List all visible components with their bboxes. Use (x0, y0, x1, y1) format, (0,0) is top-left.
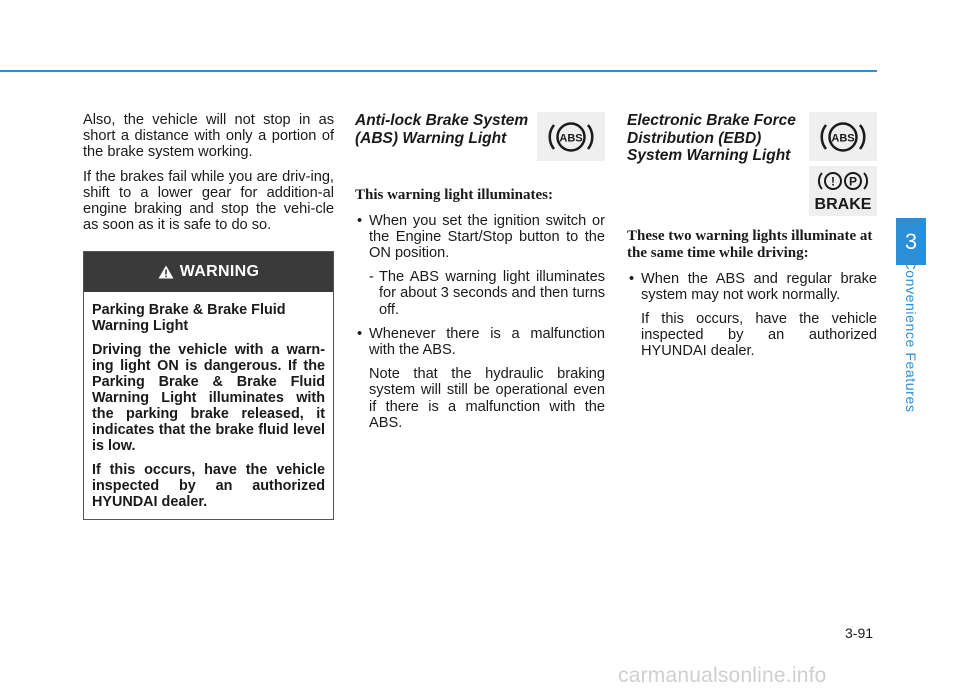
svg-text:BRAKE: BRAKE (814, 196, 872, 213)
page-number: 3-91 (845, 625, 874, 641)
ebd-heading-line3: System Warning Light (627, 147, 791, 164)
svg-text:ABS: ABS (559, 132, 583, 144)
warning-paragraph-dealer: If this occurs, have the vehicle inspected by an authorized HYUNDAI dealer. (92, 462, 325, 511)
dash-mark: - (369, 269, 374, 286)
top-rule (0, 70, 877, 72)
svg-text:ABS: ABS (831, 132, 855, 144)
abs-bullet-ignition (355, 213, 605, 262)
abs-bullet-ignition-text: When you set the ignition switch or the Engine Start/Stop button to the ON position. (369, 212, 605, 261)
bullet-dot: • (357, 325, 363, 342)
ebd-abs-light-icon (809, 112, 877, 161)
ebd-heading-line1: Electronic Brake Force (627, 112, 796, 129)
abs-subpoint-duration-text: The ABS warning light illuminates for about 3 seconds and then turns off. (379, 269, 605, 318)
bullet-dot: • (629, 270, 635, 287)
bullet-dot: • (357, 212, 363, 229)
abs-subpoint-duration (355, 269, 605, 318)
warning-box (83, 251, 334, 520)
watermark: carmanualsonline.info (618, 664, 827, 687)
chapter-title-vertical: Convenience Features (903, 259, 919, 413)
warning-triangle-icon (158, 265, 174, 279)
warning-title: Parking Brake & Brake Fluid Warning Light (92, 302, 286, 335)
paragraph-brake-failure: If the brakes fail while you are driv-ing, shift to a lower gear for addition-al engine braking and stop the vehi-cle as soon as it is safe to do so. (83, 168, 334, 234)
abs-warning-light-icon (537, 112, 605, 161)
warning-body (84, 292, 333, 519)
chapter-number-tab: 3 (896, 218, 926, 265)
abs-heading-line1: Anti-lock Brake System (355, 112, 529, 129)
abs-intro: This warning light illuminates: (355, 187, 553, 203)
ebd-intro: These two warning lights illuminate at the same time while driving: (627, 227, 873, 261)
abs-bullet-malfunction (355, 326, 605, 358)
ebd-brake-light-icon (809, 166, 877, 216)
column-left (83, 112, 334, 520)
ebd-bullet-abs-brake-text: When the ABS and regular brake system may not work normally. (641, 270, 877, 303)
ebd-heading-line2: Distribution (EBD) (627, 129, 762, 147)
paragraph-partial-braking: Also, the vehicle will not stop in as short a distance with only a portion of the brake system working. (83, 112, 334, 161)
svg-text:P: P (848, 174, 858, 189)
warning-paragraph-danger: Driving the vehicle with a warn-ing light ON is dangerous. If the Parking Brake & Brake Fluid Warning Light illuminates with the parking brake released, it indicates that the brake fluid level is low. (92, 342, 325, 455)
ebd-note: If this occurs, have the vehicle inspected by an authorized HYUNDAI dealer. (641, 310, 877, 360)
abs-bullet-malfunction-text: Whenever there is a malfunction with the ABS. (369, 325, 605, 358)
abs-heading-line2: (ABS) Warning Light (355, 129, 507, 147)
warning-header (84, 252, 333, 292)
abs-note: Note that the hydraulic braking system will still be operational even if there is a malfunction with the ABS. (369, 366, 605, 431)
svg-text:!: ! (831, 174, 835, 189)
warning-label: WARNING (179, 263, 260, 281)
ebd-bullet-abs-brake (627, 271, 877, 303)
